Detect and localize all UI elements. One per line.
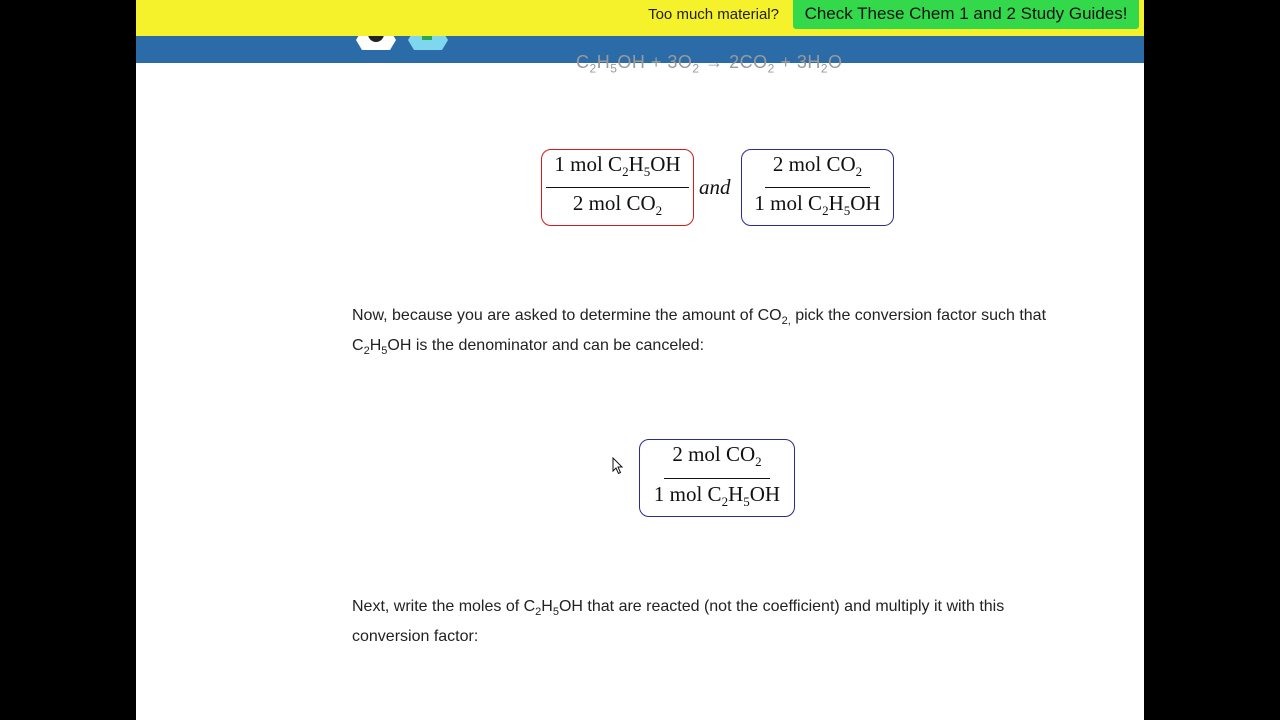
promo-text: Too much material? — [648, 6, 779, 23]
promo-bar — [136, 0, 1144, 36]
fraction-numerator: 2 mol $CO_2$ — [765, 152, 870, 188]
and-connector: and — [699, 175, 731, 199]
site-logo[interactable] — [356, 36, 466, 50]
article-page — [136, 0, 1144, 720]
selected-conversion-factor — [639, 439, 795, 517]
fraction-denominator: 1 mol $C_2H_5OH$ — [754, 191, 881, 219]
explanation-paragraph-1: Now, because you are asked to determine the amount of $CO_{2,}$ pick the conversion factor such that $C_2H_5OH$ is the denominator and can be canceled: — [352, 307, 1047, 358]
mouse-cursor-icon — [612, 457, 624, 475]
fraction-denominator: 1 mol $C_2H_5OH$ — [653, 481, 781, 509]
study-guides-button[interactable]: Check These Chem 1 and 2 Study Guides! — [793, 0, 1139, 29]
conversion-factor-ethanol-over-co2 — [541, 149, 694, 226]
conversion-factor-co2-over-ethanol — [741, 149, 894, 226]
explanation-paragraph-2: Next, write the moles of $C_2H_5OH$ that are reacted (not the coefficient) and multiply it with this conversion factor: — [352, 598, 1005, 645]
fraction-numerator: 2 mol $CO_2$ — [664, 442, 769, 478]
fraction-denominator: 2 mol $CO_2$ — [572, 191, 663, 219]
fraction-numerator: 1 mol $C_2H_5OH$ — [546, 152, 688, 188]
reaction-equation: $C_2H_5OH + 3O_2 \to 2CO_2 + 3H_2O$ — [576, 52, 843, 76]
